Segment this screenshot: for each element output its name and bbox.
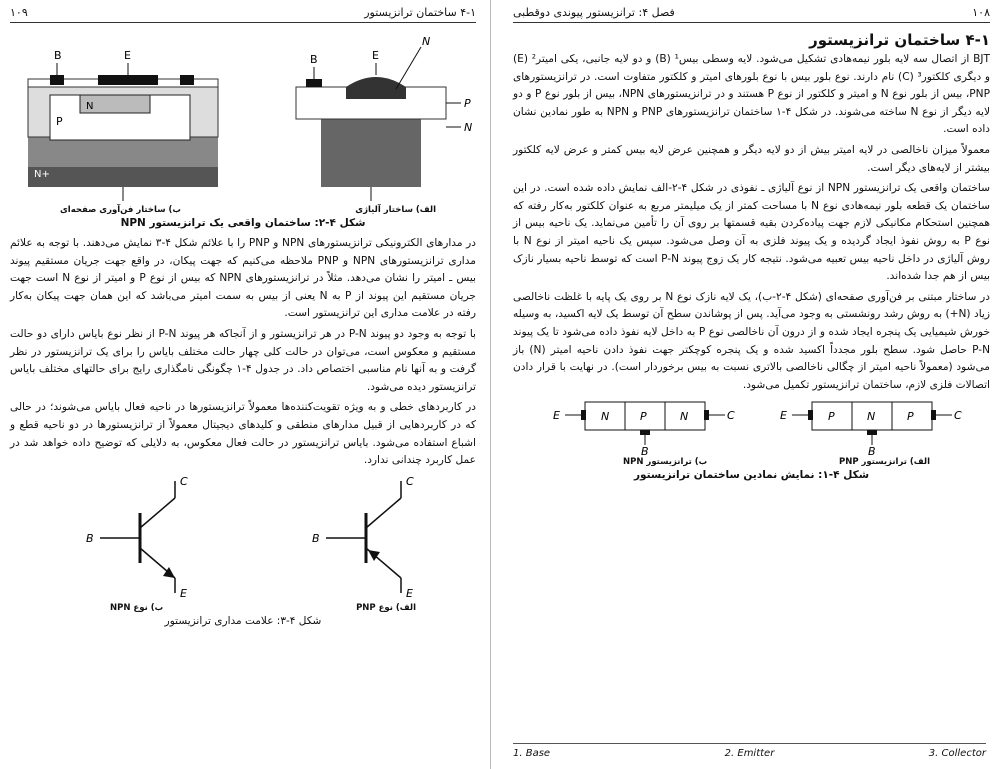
fig43-sub-b: ب) نوع NPN (110, 602, 164, 613)
pnp-block-e: E (780, 409, 787, 423)
alloy-base-contact (306, 79, 322, 87)
pnp-symbol (306, 473, 446, 603)
pnp-b-contact (867, 430, 877, 435)
left-paragraph-3: در کاربردهای خطی و به ویژه تقویت‌کننده‌ها معمولاً ترانزیستورها در ناحیه فعال بایاس می‌شوند؛ در حالی که در کاربردهایی از قبیل مدارهای منطقی و کلیدهای دیجیتال معمولاً از ترانزیستورها در دو ناحیه قطع و اشباع استفاده می‌شود. بایاس ترانزیستور در حالت فعال معکوس، به دلایلی که توضیح داده خواهد شد در عمل کاربرد چندانی ندارد. (10, 401, 476, 467)
right-paragraph-3: ساختمان واقعی یک ترانزیستور NPN از نوع آلیاژی ـ نفوذی در شکل ۴-۲-الف نمایش داده شده است. در این ساختمان یک قطعه بلور نیمه‌هادی نوع N با مساحت کمتر از یک میلیمتر مربع به عنوان کلکتور به‌کار رفته که همچنین استحکام مکانیکی لازم جهت پیاده‌کردن بقیه قسمتها بر روی آن را تأمین می‌نماید. یک ناحیه بیس از نوع P به روش نفوذ ایجاد گردیده و یک پیوند فلزی به آن وصل می‌شود. سپس یک ناحیه امیتر از نوع N با روش آلیاژی در داخل ناحیه بیس تعبیه می‌شود. نتیجه کار یک زوج پیوند P-N است که توسط ناحیه بسیار نازک بیس از هم جدا شده‌اند. (513, 182, 990, 283)
fig43-caption: شکل ۴-۳: علامت مداری ترانزیستور (164, 614, 322, 627)
fig42-sub-a: الف) ساختار آلیاژی (355, 205, 436, 215)
npn-block-diagram (553, 397, 743, 457)
label-n: N (86, 101, 94, 112)
label-nplus: N+ (34, 169, 50, 180)
npn-label-c: C (180, 474, 188, 488)
right-page-number: ۱۰۸ (972, 6, 990, 19)
figure-4-3 (10, 473, 476, 603)
pnp-layer-2: N (867, 410, 876, 424)
npn-symbol (80, 473, 220, 603)
npn-collector-wire (140, 498, 175, 528)
pnp-label-c: C (406, 474, 414, 488)
npn-b-contact (640, 430, 650, 435)
npn-label-e: E (180, 586, 187, 600)
arrow-n-top (396, 47, 421, 89)
pnp-label-e: E (406, 586, 413, 600)
section-title: ۴-۱ ساختمان ترانزیستور (809, 31, 990, 49)
left-page-number: ۱۰۹ (10, 6, 28, 19)
pnp-c-contact (931, 410, 936, 420)
label-p: P (56, 115, 63, 128)
fig41-caption: شکل ۴-۱: نمایش نمادین ساختمان ترانزیستور (633, 469, 870, 482)
alloy-label-e: E (372, 49, 379, 62)
left-paragraph-2: با توجه به وجود دو پیوند P-N در هر ترانزیستور و از آنجاکه هر پیوند P-N از نظر نوع بایاس دارای دو حالت مستقیم و معکوس است، می‌توان در حالت کلی چهار حالت مختلف بایاس را برای یک ترانزیستور در نظر گرفت و به آنها نام مناسبی اختصاص داد. در جدول ۴-۱ چگونگی نامگذاری رایج برای حالتهای مختلف بایاس ترانزیستور دیده می‌شود. (10, 327, 476, 393)
right-page (490, 0, 1000, 769)
pnp-block-b: B (868, 445, 876, 458)
n-layer-dark (28, 137, 218, 167)
npn-block-b: B (641, 445, 649, 458)
fig41-sub-b: ب) ترانزیستور NPN (623, 457, 708, 468)
planar-structure-diagram (10, 27, 230, 205)
right-running-header: فصل ۴: ترانزیستور پیوندی دوقطبی (513, 6, 675, 19)
npn-c-contact (704, 410, 709, 420)
npn-layer-3: N (680, 410, 689, 424)
alloy-label-b: B (310, 53, 318, 66)
right-paragraph-4: در ساختار مبتنی بر فن‌آوری صفحه‌ای (شکل ۴-۲-ب)، یک لایه نازک نوع N بر روی یک پایه با غلظت ناخالصی زیاد (N+) به روش رشد رونشستی به وجود می‌آید. پس از پوشاندن سطح آن توسط یک لایه اکسید، به وسیله خورش شیمیایی یک پنجره ایجاد شده و از درون آن ناخالصی نوع P به داخل لایه نفوذ داده می‌شود تا یک پیوند P-N حاصل شود. سطح بلور مجدداً اکسید شده و یک پنجره کوچکتر جهت نفوذ دادن ناحیه امیتر (N) باز می‌شود (معمولاً ناحیه امیتر از چگالی ناخالصی بالاتری نسبت به بیس برخوردار است). در نهایت با قرار دادن اتصالات فلزی لازم، ساختمان ترانزیستور تکمیل می‌شود. (513, 290, 990, 391)
left-running-header: ۴-۱ ساختمان ترانزیستور (364, 6, 476, 19)
left-page-header (10, 6, 476, 23)
label-b: B (54, 49, 62, 62)
footnote-3: 3. Collector (928, 748, 986, 759)
pnp-layer-1: P (828, 410, 835, 424)
alloy-label-n-top: N (422, 35, 431, 48)
emitter-contact (98, 75, 158, 85)
right-paragraph-1: BJT از اتصال سه لایه بلور نیمه‌هادی تشکیل می‌شود. لایه وسطی بیس¹ (B) و دو لایه جانبی، یکی امیتر² (E) و دیگری کلکتور³ (C) نام دارند. نوع بلور بیس با نوع بلورهای امیتر و کلکتور متفاوت است. در ترانزیستورهای PNP، بیس از بلور نوع N و امیتر و کلکتور از نوع P هستند و در ترانزیستورهای NPN، بیس از بلور نوع P و دو لایه دیگر از نوع N ساخته می‌شوند. در شکل ۴-۱ ساختمان ترانزیستورهای PNP و NPN به طور نمادین نشان داده است. (513, 53, 991, 136)
pnp-e-contact (808, 410, 813, 420)
figure-4-3-sublabels (10, 603, 476, 613)
npn-layer-1: N (601, 410, 610, 424)
left-page (0, 0, 490, 769)
figure-4-1-sublabels (513, 457, 990, 467)
right-page-header (513, 6, 990, 23)
npn-e-contact (581, 410, 586, 420)
footnotes (513, 743, 986, 759)
fig43-sub-a: الف) نوع PNP (356, 602, 416, 613)
right-paragraph-2: معمولاً میزان ناخالصی در لایه امیتر بیش از دو لایه دیگر و همچنین عرض لایه بیس کمتر و عرض لایه کلکتور بیشتر از لایه‌های دیگر است. (513, 143, 990, 174)
figure-4-2-sublabels (10, 205, 476, 215)
fig42-sub-b: ب) ساختار فن‌آوری صفحه‌ای (60, 205, 181, 215)
left-paragraph-1: در مدارهای الکترونیکی ترانزیستورهای NPN و PNP را با علائم شکل ۴-۳ نمایش می‌دهند. با توجه به علائم مداری ترانزیستورهای NPN و PNP ملاحظه می‌کنیم که جهت پیکان، در واقع جهت جریان مستقیم پیوند بیس ـ امیتر را نشان می‌دهد. مثلاً در ترانزیستورهای NPN که بیس از نوع P و امیتر از نوع N است جهت جریان مستقیم این پیوند از P به N یعنی از بیس به سمت امیتر می‌باشد که این همان جهت پیکان به‌کار رفته در علامت مداری این ترانزیستور است. (10, 237, 476, 320)
fig41-sub-a: الف) ترانزیستور PNP (838, 457, 930, 468)
pnp-block-diagram (780, 397, 970, 457)
alloy-label-p: P (464, 97, 471, 110)
alloy-label-n: N (464, 121, 473, 134)
fig42-caption: شکل ۴-۲: ساختمان واقعی یک ترانزیستور NPN (120, 217, 366, 229)
pnp-collector-wire (366, 498, 401, 528)
figure-4-2 (10, 27, 476, 205)
right-body (513, 51, 990, 394)
base-contact (50, 75, 64, 85)
label-e: E (124, 49, 131, 62)
alloy-structure-diagram (246, 27, 476, 205)
pnp-block-c: C (954, 409, 962, 423)
left-body (10, 235, 476, 470)
footnote-1: 1. Base (513, 748, 551, 759)
footnote-2: 2. Emitter (724, 748, 775, 759)
npn-block-e: E (553, 409, 560, 423)
base-contact-2 (180, 75, 194, 85)
figure-4-1 (513, 397, 990, 457)
pnp-label-b: B (312, 531, 320, 545)
npn-layer-2: P (640, 410, 647, 424)
pnp-layer-3: P (907, 410, 914, 424)
npn-label-b: B (86, 531, 94, 545)
npn-block-c: C (727, 409, 735, 423)
